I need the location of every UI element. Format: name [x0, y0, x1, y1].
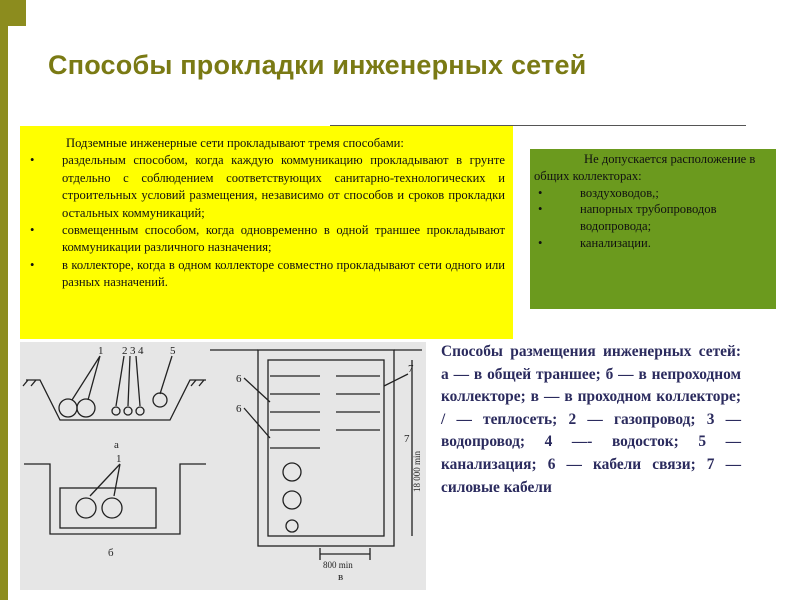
prohibited-lead: Не допускается расположение в общих коллекторах: — [534, 152, 756, 183]
label-a: а — [114, 439, 119, 451]
label-4: 4 — [138, 345, 144, 357]
utility-networks-drawing — [20, 342, 426, 590]
label-1b: 1 — [116, 453, 122, 465]
bullet-icon: • — [30, 257, 35, 272]
label-1: 1 — [98, 345, 104, 357]
heat-pipe — [77, 399, 95, 417]
laying-methods-box — [20, 126, 513, 339]
bullet-icon: • — [538, 185, 543, 200]
drawing-svg — [20, 342, 426, 590]
laying-methods-intro: Подземные инженерные сети прокладывают тремя способами: — [66, 136, 404, 150]
trench-outline — [26, 380, 206, 420]
label-6b: 6 — [236, 403, 242, 415]
laying-method-text: раздельным способом, когда каждую коммуникацию прокладывают в грунте отдельно с соблюдением соответствующих санитарно-технологических и строительных условий размещения, независимо от способов и сроков прокладки остальных коммуникаций; — [62, 153, 505, 220]
prohibited-text: напорных трубопроводов водопровода; — [580, 202, 717, 234]
label-v: в — [338, 571, 344, 583]
bullet-icon: • — [30, 223, 35, 238]
pipe — [286, 520, 298, 532]
heat-pipe — [102, 498, 122, 518]
prohibited-item — [534, 235, 770, 252]
dimension-height: 18 000 min — [412, 450, 422, 492]
slide-title: Способы прокладки инженерных сетей — [48, 50, 587, 80]
prohibited-list — [534, 185, 770, 252]
label-5: 5 — [170, 345, 176, 357]
heat-pipe — [59, 399, 77, 417]
prohibited-item — [534, 185, 770, 202]
ground-hatch — [23, 380, 204, 386]
drain-pipe — [136, 407, 144, 415]
laying-method-item — [26, 222, 505, 257]
accent-bar — [0, 0, 8, 600]
label-b: б — [108, 547, 114, 559]
laying-method-text: совмещенным способом, когда одновременно в одной траншее прокладывают коммуникации различного назначения; — [62, 223, 505, 255]
bullet-icon: • — [30, 153, 35, 168]
label-7b: 7 — [404, 433, 410, 445]
laying-method-item — [26, 152, 505, 222]
cable-shelf — [270, 376, 380, 448]
label-3: 3 — [130, 345, 136, 357]
laying-method-item — [26, 257, 505, 292]
prohibited-text: канализации. — [580, 235, 651, 250]
gas-pipe — [112, 407, 120, 415]
heat-pipe — [76, 498, 96, 518]
pipe — [283, 491, 301, 509]
sewer-pipe — [153, 393, 167, 407]
accent-square — [0, 0, 26, 26]
figure-caption: Способы размещения инженерных сетей: а — в общей траншее; б — в непроходном коллекторе; в — в проходном коллекторе; / — теплосеть; 2 — газопровод; 3 — водопровод; 4 —- водосток; 5 — канализация; 6 — кабели связи; 7 — силовые кабели — [441, 343, 741, 496]
label-7: 7 — [408, 363, 414, 375]
label-6: 6 — [236, 373, 242, 385]
dimension-width: 800 min — [323, 560, 353, 570]
prohibited-text: воздуховодов,; — [580, 185, 659, 200]
prohibited-box — [530, 149, 776, 309]
prohibited-item — [534, 201, 770, 235]
dimension-line — [320, 360, 412, 560]
laying-method-text: в коллекторе, когда в одном коллекторе совместно прокладывают сети одного или разных назначений. — [62, 257, 505, 290]
bullet-icon: • — [538, 202, 543, 217]
bullet-icon: • — [538, 235, 543, 250]
laying-methods-list — [26, 152, 505, 291]
water-pipe — [124, 407, 132, 415]
label-2: 2 — [122, 345, 128, 357]
pipe — [283, 463, 301, 481]
leader-line — [90, 464, 120, 496]
collector-box — [60, 488, 156, 528]
